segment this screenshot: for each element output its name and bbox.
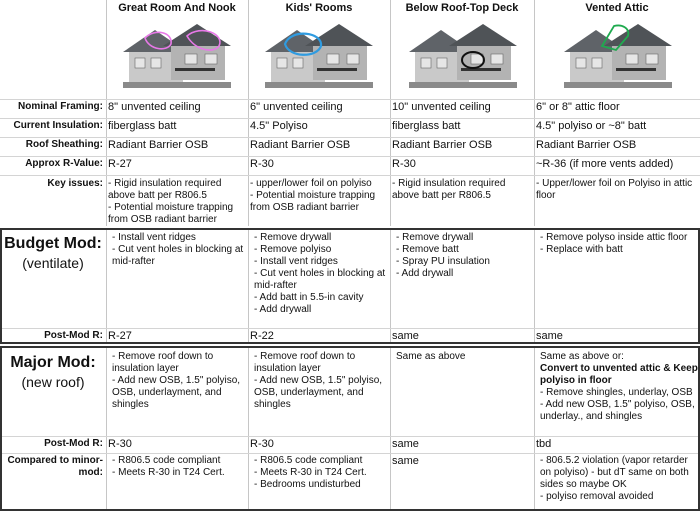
house-drawing <box>564 24 672 88</box>
bullet: same <box>392 455 419 467</box>
row-rvalue <box>0 158 700 174</box>
cell <box>534 351 700 435</box>
row-budget-post <box>0 330 700 343</box>
cell <box>390 232 534 328</box>
bullet: - Rigid insulation required above batt per R806.5 <box>392 178 506 201</box>
bullet: - Add drywall <box>254 304 312 315</box>
cell: R-27 <box>108 330 132 342</box>
bullet: - Replace with batt <box>540 244 623 255</box>
row-sheathing <box>0 139 700 155</box>
major-subtitle: (new roof) <box>21 374 85 390</box>
cell <box>390 351 534 435</box>
cell: Radiant Barrier OSB <box>392 139 493 151</box>
bullet: Same as above <box>396 351 466 362</box>
bullet: - Add new OSB, 1.5" polyiso, OSB, underlayment, and shingles <box>254 375 383 410</box>
cell: R-30 <box>108 438 132 450</box>
cell: R-27 <box>108 158 132 170</box>
bullet: - Remove roof down to insulation layer <box>254 351 356 374</box>
cell <box>106 232 248 328</box>
bullet: - Add batt in 5.5-in cavity <box>254 292 364 303</box>
bullet: - Remove roof down to insulation layer <box>112 351 214 374</box>
house-image-kids-rooms <box>257 16 381 96</box>
budget-title: Budget Mod: <box>4 235 102 252</box>
cell: Radiant Barrier OSB <box>108 139 209 151</box>
row-compared <box>0 455 700 509</box>
bullet: - Add new OSB, 1.5" polyiso, OSB, underlay., and shingles <box>540 399 695 422</box>
cell <box>248 455 390 509</box>
house-drawing <box>265 24 373 88</box>
cell: R-30 <box>250 158 274 170</box>
bullet: - Spray PU insulation <box>396 256 490 267</box>
major-alt-intro: Same as above or: <box>540 351 624 362</box>
cell: tbd <box>536 438 552 450</box>
cell <box>534 455 700 509</box>
row-divider <box>0 156 700 157</box>
row-issues <box>0 178 700 226</box>
row-label: Current Insulation: <box>13 120 103 131</box>
cell: 10" unvented ceiling <box>392 101 491 113</box>
column-header-great-room: Great Room And Nook <box>118 2 236 14</box>
bullet: - Potential moisture trapping from OSB radiant barrier <box>250 190 376 213</box>
bullet: - Install vent ridges <box>112 232 196 243</box>
house-image-roof-deck <box>401 16 525 96</box>
cell: same <box>536 330 563 342</box>
column-header-roof-deck: Below Roof-Top Deck <box>405 2 519 14</box>
cell: R-30 <box>250 438 274 450</box>
bullet: - Remove batt <box>396 244 459 255</box>
row-label: Key issues: <box>47 178 103 189</box>
bullet: - Remove polyso inside attic floor <box>540 232 688 243</box>
budget-subtitle: (ventilate) <box>22 255 84 271</box>
row-label: Nominal Framing: <box>17 101 103 112</box>
cell: R-30 <box>392 158 416 170</box>
bullet: - Potential moisture trapping from OSB radiant barrier <box>108 202 234 225</box>
row-label: Compared to minor-mod: <box>7 455 103 478</box>
cell: fiberglass batt <box>108 120 177 132</box>
row-label: Approx R-Value: <box>25 158 103 169</box>
budget-title-block <box>0 232 106 292</box>
bullet: - R806.5 code compliant <box>254 455 363 466</box>
cell <box>106 455 248 509</box>
row-major-post <box>0 438 700 452</box>
cell <box>248 351 390 435</box>
bullet: - Remove drywall <box>396 232 474 243</box>
row-insulation <box>0 120 700 136</box>
row-divider <box>2 328 698 329</box>
cell <box>390 178 534 226</box>
bullet: - Remove shingles, underlay, OSB <box>540 387 693 398</box>
major-alt-option: Convert to unvented attic & Keep polyiso in floor <box>540 363 698 386</box>
row-label: Post-Mod R: <box>44 438 103 449</box>
bullet: - polyiso removal avoided <box>540 491 654 502</box>
row-label: Post-Mod R: <box>44 330 103 341</box>
row-divider <box>0 137 700 138</box>
row-divider <box>0 175 700 176</box>
column-header-kids-rooms: Kids' Rooms <box>285 2 353 14</box>
cell: Radiant Barrier OSB <box>536 139 637 151</box>
cell: 4.5" polyiso or ~8" batt <box>536 120 647 132</box>
bullet: - Rigid insulation required above batt per R806.5 <box>108 178 222 201</box>
bullet: - Add drywall <box>396 268 454 279</box>
cell <box>106 178 248 226</box>
row-divider <box>2 436 698 437</box>
cell: same <box>392 330 419 342</box>
bullet: - 806.5.2 violation (vapor retarder on polyiso) - but dT same on both sides so maybe OK <box>540 455 689 490</box>
major-title-block <box>0 351 106 411</box>
row-framing <box>0 101 700 117</box>
bullet: - Install vent ridges <box>254 256 338 267</box>
row-budget-steps <box>0 232 700 328</box>
bullet: - Meets R-30 in T24 Cert. <box>112 467 225 478</box>
bullet: - Upper/lower foil on Polyiso in attic floor <box>536 178 693 201</box>
cell <box>534 178 700 226</box>
bullet: - Bedrooms undisturbed <box>254 479 361 490</box>
cell <box>534 232 700 328</box>
column-header-vented-attic: Vented Attic <box>585 2 649 14</box>
house-image-vented-attic <box>556 16 680 96</box>
house-image-great-room <box>115 16 239 96</box>
cell: 6" unvented ceiling <box>250 101 343 113</box>
cell <box>248 178 390 226</box>
cell <box>390 455 534 509</box>
bullet: - Remove polyiso <box>254 244 332 255</box>
row-divider <box>2 453 698 454</box>
row-label: Roof Sheathing: <box>25 139 103 150</box>
cell: ~R-36 (if more vents added) <box>536 158 674 170</box>
cell: Radiant Barrier OSB <box>250 139 351 151</box>
bullet: - upper/lower foil on polyiso <box>250 178 372 189</box>
cell: 8" unvented ceiling <box>108 101 201 113</box>
cell: R-22 <box>250 330 274 342</box>
bullet: - Cut vent holes in blocking at mid-rafter <box>112 244 244 267</box>
cell <box>106 351 248 435</box>
bullet: - R806.5 code compliant <box>112 455 221 466</box>
row-major-steps <box>0 351 700 435</box>
cell: same <box>392 438 419 450</box>
row-divider <box>0 118 700 119</box>
bullet: - Add new OSB, 1.5" polyiso, OSB, underlayment, and shingles <box>112 375 241 410</box>
major-title: Major Mod: <box>10 354 96 371</box>
bullet: - Cut vent holes in blocking at mid-rafter <box>254 268 386 291</box>
cell: 4.5" Polyiso <box>250 120 308 132</box>
bullet: - Remove drywall <box>254 232 332 243</box>
cell <box>248 232 390 328</box>
cell: 6" or 8" attic floor <box>536 101 620 113</box>
cell: fiberglass batt <box>392 120 461 132</box>
row-divider <box>0 99 700 100</box>
bullet: - Meets R-30 in T24 Cert. <box>254 467 367 478</box>
